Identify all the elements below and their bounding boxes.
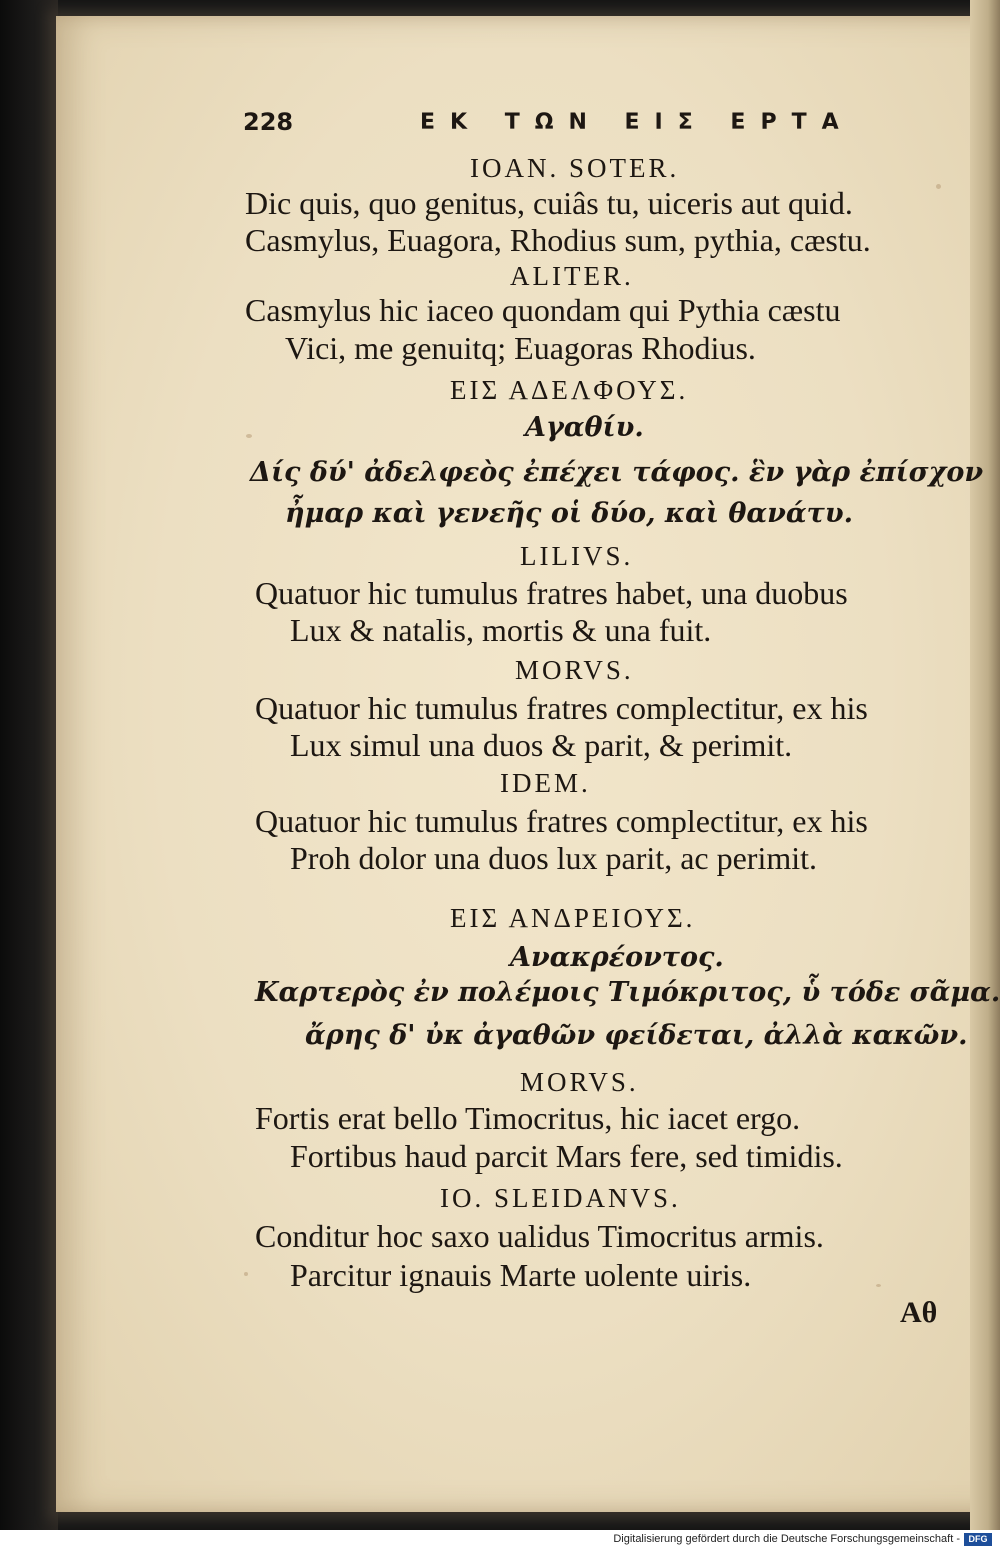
latin-verse-line: Conditur hoc saxo ualidus Timocritus armis. bbox=[255, 1218, 824, 1254]
section-heading: MORVS. bbox=[520, 1067, 639, 1097]
latin-verse-line: Casmylus hic iaceo quondam qui Pythia cæstu bbox=[245, 292, 841, 328]
latin-verse-line: Quatuor hic tumulus fratres habet, una duobus bbox=[255, 575, 848, 611]
latin-verse-line: Fortis erat bello Timocritus, hic iacet ergo. bbox=[255, 1100, 801, 1136]
section-heading: LILIVS. bbox=[520, 541, 634, 571]
greek-verse-line: Ανακρέοντος. bbox=[510, 942, 724, 973]
footer-credit: Digitalisierung gefördert durch die Deutsche Forschungsgemeinschaft - bbox=[613, 1533, 960, 1545]
latin-verse-line: Vici, me genuitq; Euagoras Rhodius. bbox=[285, 330, 756, 366]
greek-verse-line: Δίς δύ' ἀδελφεὸς ἐπέχει τάφος. ἓν γὰρ ἐπίσχον bbox=[250, 457, 984, 488]
latin-verse-line: Lux & natalis, mortis & una fuit. bbox=[290, 612, 712, 648]
section-heading: ΕΙΣ ΑΔΕΛΦΟΥΣ. bbox=[450, 375, 689, 405]
greek-verse-line: ἄρης δ' ὐκ ἀγαθῶν φείδεται, ἀλλὰ κακῶν. bbox=[305, 1020, 968, 1051]
page-edge bbox=[970, 0, 1000, 1530]
section-heading: MORVS. bbox=[515, 655, 634, 685]
catchword: Aθ bbox=[900, 1296, 938, 1329]
section-heading: IDEM. bbox=[500, 768, 591, 798]
section-heading: ΕΙΣ ΑΝΔΡΕΙΟΥΣ. bbox=[450, 903, 696, 933]
running-head: ΕΚ ΤΩΝ ΕΙΣ ΕΡΤΑ bbox=[420, 110, 854, 135]
latin-verse-line: Casmylus, Euagora, Rhodius sum, pythia, cæstu. bbox=[245, 222, 871, 258]
greek-verse-line: Αγαθίυ. bbox=[525, 412, 644, 443]
dfg-logo: DFG bbox=[964, 1533, 992, 1546]
page-number: 228 bbox=[243, 108, 294, 136]
latin-verse-line: Lux simul una duos & parit, & perimit. bbox=[290, 727, 793, 763]
greek-verse-line: Καρτερὸς ἐν πολέμοις Τιμόκριτος, ὗ τόδε σᾶμα. bbox=[255, 977, 1000, 1008]
latin-verse-line: Quatuor hic tumulus fratres complectitur, ex his bbox=[255, 690, 868, 726]
section-heading: IO. SLEIDANVS. bbox=[440, 1183, 681, 1213]
latin-verse-line: Parcitur ignauis Marte uolente uiris. bbox=[290, 1257, 752, 1293]
latin-verse-line: Dic quis, quo genitus, cuiâs tu, uiceris aut quid. bbox=[245, 185, 853, 221]
latin-verse-line: Quatuor hic tumulus fratres complectitur, ex his bbox=[255, 803, 868, 839]
section-heading: IOAN. SOTER. bbox=[470, 153, 680, 183]
section-heading: ALITER. bbox=[510, 261, 634, 291]
latin-verse-line: Proh dolor una duos lux parit, ac perimit. bbox=[290, 840, 818, 876]
latin-verse-line: Fortibus haud parcit Mars fere, sed timidis. bbox=[290, 1138, 843, 1174]
greek-verse-line: ἦμαρ καὶ γενεῆς οἱ δύο, καὶ θανάτυ. bbox=[285, 498, 853, 529]
footer-bar bbox=[0, 1530, 1000, 1550]
